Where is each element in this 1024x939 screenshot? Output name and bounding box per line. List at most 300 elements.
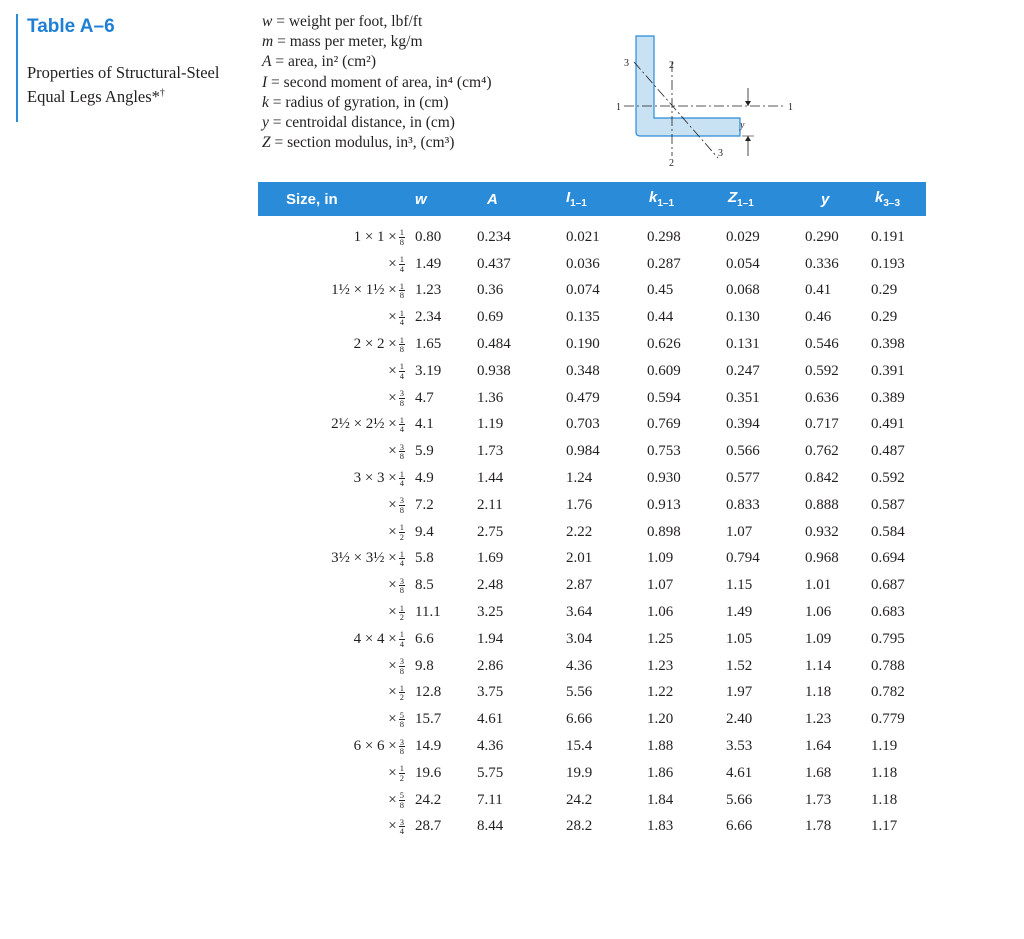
cell-w: 8.5 <box>415 577 434 594</box>
cell-size <box>258 706 405 733</box>
cell-size <box>258 680 405 707</box>
fraction-numerator: 1 <box>399 227 404 238</box>
table-row <box>258 492 926 519</box>
cell-i11: 5.56 <box>566 684 593 701</box>
diagram-label-3-top: 3 <box>624 58 629 69</box>
cell-area: 7.11 <box>477 791 503 808</box>
cell-size <box>258 304 405 331</box>
table-row <box>258 278 926 305</box>
cell-y: 0.636 <box>805 389 839 406</box>
legend-item <box>262 133 492 153</box>
size-lead: 3 × 3 × <box>353 470 397 486</box>
fraction-numerator: 3 <box>399 736 404 747</box>
size-lead: × <box>388 309 397 326</box>
legend-item <box>262 93 492 113</box>
cell-k11: 0.594 <box>647 389 681 406</box>
table-row <box>258 626 926 653</box>
fraction-numerator: 1 <box>399 414 404 425</box>
cell-size <box>258 733 405 760</box>
size-fraction <box>399 818 405 836</box>
cell-k11: 0.287 <box>647 255 681 272</box>
cell-k33: 1.17 <box>871 818 898 835</box>
fraction-numerator: 3 <box>399 388 404 399</box>
cell-k33: 0.584 <box>871 523 905 540</box>
fraction-numerator: 1 <box>399 548 404 559</box>
cell-size <box>258 216 405 251</box>
size-lead: × <box>388 764 397 781</box>
cell-size <box>258 385 405 412</box>
cell-z11: 1.05 <box>726 630 753 647</box>
cell-k11: 1.86 <box>647 764 674 781</box>
cell-area: 0.36 <box>477 282 504 299</box>
cell-area: 8.44 <box>477 818 504 835</box>
cell-k33: 0.694 <box>871 550 905 567</box>
cell-w: 1.23 <box>415 282 442 299</box>
size-fraction <box>399 684 405 702</box>
col-header-y <box>791 182 871 216</box>
cell-y: 0.888 <box>805 496 839 513</box>
cell-area: 0.938 <box>477 362 511 379</box>
cell-w: 1.65 <box>415 336 442 353</box>
size-fraction <box>399 630 405 648</box>
size-lead: × <box>388 818 397 835</box>
cell-k11: 1.20 <box>647 711 674 728</box>
cell-y: 0.717 <box>805 416 839 433</box>
cell-i11: 0.036 <box>566 255 600 272</box>
cell-size <box>258 492 405 519</box>
size-lead: 1 × 1 × <box>353 228 397 245</box>
fraction-denominator: 2 <box>399 692 404 703</box>
cell-k11: 0.753 <box>647 443 681 460</box>
cell-y: 1.09 <box>805 630 832 647</box>
cell-i11: 1.24 <box>566 470 593 487</box>
legend-text: = centroidal distance, in (cm) <box>268 114 455 132</box>
fraction-numerator: 1 <box>399 682 404 693</box>
fraction-denominator: 8 <box>399 585 404 596</box>
fraction-numerator: 1 <box>399 763 404 774</box>
fraction-numerator: 3 <box>399 441 404 452</box>
cell-area: 2.11 <box>477 496 503 513</box>
legend-symbol: Z <box>262 134 271 152</box>
cell-size <box>258 465 405 492</box>
cell-z11: 0.566 <box>726 443 760 460</box>
col-header-i11-sub: 1–1 <box>570 198 587 209</box>
cell-area: 1.36 <box>477 389 504 406</box>
size-lead: × <box>388 523 397 540</box>
legend-text: = area, in² (cm²) <box>271 53 376 71</box>
cell-w: 2.34 <box>415 309 442 326</box>
fraction-numerator: 1 <box>399 522 404 533</box>
cell-size <box>258 358 405 385</box>
cell-i11: 2.22 <box>566 523 593 540</box>
cell-size <box>258 278 405 305</box>
table-row <box>258 599 926 626</box>
cell-y: 1.78 <box>805 818 832 835</box>
legend-item <box>262 73 492 93</box>
table-title <box>27 61 227 109</box>
size-fraction <box>399 443 405 461</box>
cell-area: 3.75 <box>477 684 504 701</box>
fraction-numerator: 5 <box>399 709 404 720</box>
size-lead: × <box>388 255 397 272</box>
cell-k33: 1.19 <box>871 738 898 755</box>
size-fraction <box>399 550 405 568</box>
table-row <box>258 216 926 251</box>
table-row <box>258 814 926 841</box>
cell-y: 1.18 <box>805 684 832 701</box>
fraction-denominator: 4 <box>399 638 404 649</box>
cell-w: 28.7 <box>415 818 442 835</box>
cell-z11: 1.07 <box>726 523 753 540</box>
cell-z11: 0.068 <box>726 282 760 299</box>
legend-symbol: w <box>262 13 273 30</box>
y-arrow-up-icon <box>745 136 751 141</box>
size-lead: × <box>388 603 397 620</box>
fraction-denominator: 4 <box>399 558 404 569</box>
fraction-numerator: 5 <box>399 790 404 801</box>
cell-w: 9.4 <box>415 523 434 540</box>
col-header-k11-sub: 1–1 <box>657 198 675 209</box>
cell-w: 14.9 <box>415 738 442 755</box>
table-title-text: Properties of Structural-Steel Equal Legs Angles* <box>27 63 220 106</box>
cell-size <box>258 760 405 787</box>
size-fraction <box>399 336 405 354</box>
table-label: Table A–6 <box>27 16 115 37</box>
cell-w: 4.7 <box>415 389 434 406</box>
col-header-k11-symbol: k <box>649 189 658 206</box>
fraction-denominator: 4 <box>399 424 404 435</box>
cell-size <box>258 412 405 439</box>
size-fraction <box>399 791 405 809</box>
table-header-row <box>258 182 926 216</box>
cell-area: 2.48 <box>477 577 504 594</box>
y-arrow-down-icon <box>745 101 751 106</box>
size-fraction <box>399 604 405 622</box>
cell-area: 1.73 <box>477 443 504 460</box>
cell-k11: 0.930 <box>647 470 681 487</box>
size-lead: 2½ × 2½ × <box>331 416 397 433</box>
cell-i11: 0.703 <box>566 416 600 433</box>
fraction-numerator: 1 <box>399 280 404 291</box>
fraction-numerator: 1 <box>399 629 404 640</box>
col-header-w <box>405 182 467 216</box>
fraction-denominator: 8 <box>399 451 404 462</box>
cell-y: 1.14 <box>805 657 832 674</box>
col-header-area <box>467 182 552 216</box>
cell-w: 9.8 <box>415 657 434 674</box>
cell-i11: 0.984 <box>566 443 600 460</box>
cell-z11: 1.49 <box>726 604 753 621</box>
cell-k33: 0.487 <box>871 443 905 460</box>
size-fraction <box>399 228 405 246</box>
fraction-denominator: 8 <box>399 236 404 247</box>
fraction-denominator: 4 <box>399 317 404 328</box>
cell-z11: 0.351 <box>726 389 760 406</box>
size-fraction <box>399 416 405 434</box>
cell-w: 3.19 <box>415 362 442 379</box>
col-header-area-label: A <box>487 190 498 208</box>
cell-i11: 0.348 <box>566 362 600 379</box>
col-header-k11 <box>633 182 712 216</box>
diagram-label-y: y <box>740 120 745 131</box>
fraction-denominator: 2 <box>399 772 404 783</box>
cell-z11: 0.054 <box>726 255 760 272</box>
cell-i11: 15.4 <box>566 738 593 755</box>
cell-y: 0.336 <box>805 255 839 272</box>
cell-k11: 1.23 <box>647 657 674 674</box>
size-fraction <box>399 282 405 300</box>
cell-w: 7.2 <box>415 496 434 513</box>
cell-z11: 5.66 <box>726 791 753 808</box>
cell-i11: 4.36 <box>566 657 593 674</box>
cell-k11: 1.83 <box>647 818 674 835</box>
size-lead: × <box>388 711 397 728</box>
cell-k11: 0.44 <box>647 309 674 326</box>
diagram-label-2-top: 2 <box>669 60 674 71</box>
fraction-denominator: 4 <box>399 826 404 837</box>
cell-k33: 1.18 <box>871 764 898 781</box>
size-lead: × <box>388 684 397 701</box>
table-row <box>258 385 926 412</box>
cell-area: 0.484 <box>477 336 511 353</box>
cell-w: 4.9 <box>415 470 434 487</box>
cell-k11: 0.913 <box>647 496 681 513</box>
cell-k11: 1.25 <box>647 630 674 647</box>
col-header-i11 <box>552 182 633 216</box>
cell-z11: 3.53 <box>726 738 753 755</box>
cell-k33: 1.18 <box>871 791 898 808</box>
diagram-label-3-bottom: 3 <box>718 148 723 159</box>
cell-i11: 3.04 <box>566 630 593 647</box>
cell-i11: 0.135 <box>566 309 600 326</box>
table-row <box>258 465 926 492</box>
cell-i11: 2.01 <box>566 550 593 567</box>
cell-k33: 0.587 <box>871 496 905 513</box>
cell-z11: 1.15 <box>726 577 753 594</box>
cell-k33: 0.29 <box>871 309 898 326</box>
cell-size <box>258 626 405 653</box>
cell-w: 11.1 <box>415 604 441 621</box>
cell-z11: 0.130 <box>726 309 760 326</box>
cell-k33: 0.193 <box>871 255 905 272</box>
col-header-k33 <box>871 182 926 216</box>
cell-size <box>258 787 405 814</box>
sidebar-accent-rule <box>16 14 18 122</box>
col-header-w-label: w <box>415 190 427 208</box>
legend-text: = weight per foot, lbf/ft <box>272 13 423 30</box>
angle-properties-table <box>258 182 926 840</box>
size-lead: 6 × 6 × <box>353 737 397 754</box>
cell-k33: 0.391 <box>871 362 905 379</box>
cell-area: 4.36 <box>477 738 504 755</box>
legend-item <box>262 32 492 52</box>
legend-item <box>262 12 492 32</box>
size-lead: 1½ × 1½ × <box>331 282 397 299</box>
size-lead: 2 × 2 × <box>353 336 397 353</box>
cell-k33: 0.592 <box>871 470 905 487</box>
cell-area: 4.61 <box>477 711 504 728</box>
size-lead: × <box>388 443 397 460</box>
table-body <box>258 216 926 840</box>
cell-k33: 0.782 <box>871 684 905 701</box>
diagram-label-2-bottom: 2 <box>669 158 674 169</box>
cell-k11: 1.07 <box>647 577 674 594</box>
cell-i11: 19.9 <box>566 764 593 781</box>
col-header-k33-sub: 3–3 <box>883 198 901 209</box>
cell-y: 1.68 <box>805 764 832 781</box>
cell-size <box>258 331 405 358</box>
size-fraction <box>399 657 405 675</box>
col-header-z11-sub: 1–1 <box>737 198 754 209</box>
size-fraction <box>399 738 405 756</box>
table-row <box>258 706 926 733</box>
cell-k11: 1.22 <box>647 684 674 701</box>
size-fraction <box>399 523 405 541</box>
cell-i11: 6.66 <box>566 711 593 728</box>
cell-k33: 0.779 <box>871 711 905 728</box>
cell-w: 24.2 <box>415 791 442 808</box>
cell-i11: 28.2 <box>566 818 593 835</box>
fraction-numerator: 1 <box>399 602 404 613</box>
cell-w: 5.8 <box>415 550 434 567</box>
cell-k33: 0.398 <box>871 336 905 353</box>
cell-k33: 0.29 <box>871 282 898 299</box>
fraction-denominator: 8 <box>399 397 404 408</box>
size-fraction <box>399 764 405 782</box>
cell-i11: 0.479 <box>566 389 600 406</box>
cell-size <box>258 251 405 278</box>
cell-k11: 0.298 <box>647 228 681 245</box>
cell-area: 0.69 <box>477 309 504 326</box>
cell-area: 2.75 <box>477 523 504 540</box>
fraction-numerator: 1 <box>399 468 404 479</box>
cell-i11: 1.76 <box>566 496 593 513</box>
fraction-denominator: 2 <box>399 612 404 623</box>
table-row <box>258 412 926 439</box>
fraction-denominator: 4 <box>399 263 404 274</box>
size-lead: 3½ × 3½ × <box>331 550 397 567</box>
legend-symbol: I <box>262 73 268 91</box>
cell-size <box>258 438 405 465</box>
cell-z11: 6.66 <box>726 818 753 835</box>
cell-k11: 0.609 <box>647 362 681 379</box>
cell-w: 12.8 <box>415 684 442 701</box>
size-fraction <box>399 362 405 380</box>
table-row <box>258 304 926 331</box>
title-footnote-marks: † <box>159 87 165 99</box>
table-row <box>258 358 926 385</box>
cell-area: 0.234 <box>477 228 511 245</box>
cell-z11: 0.029 <box>726 228 760 245</box>
cell-y: 0.968 <box>805 550 839 567</box>
cell-i11: 0.021 <box>566 228 600 245</box>
cell-k33: 0.788 <box>871 657 905 674</box>
cell-y: 0.842 <box>805 470 839 487</box>
cell-i11: 24.2 <box>566 791 593 808</box>
cell-area: 0.437 <box>477 255 511 272</box>
size-fraction <box>399 496 405 514</box>
table-row <box>258 251 926 278</box>
fraction-denominator: 4 <box>399 370 404 381</box>
legend-item <box>262 113 492 133</box>
cell-k11: 0.898 <box>647 523 681 540</box>
col-header-y-label: y <box>821 190 830 208</box>
cell-w: 15.7 <box>415 711 442 728</box>
cell-y: 0.932 <box>805 523 839 540</box>
cell-y: 1.64 <box>805 738 832 755</box>
fraction-numerator: 3 <box>399 816 404 827</box>
symbol-legend <box>262 12 492 153</box>
fraction-numerator: 1 <box>399 307 404 318</box>
cell-z11: 0.131 <box>726 336 760 353</box>
cell-z11: 0.247 <box>726 362 760 379</box>
cell-w: 19.6 <box>415 764 442 781</box>
size-fraction <box>399 389 405 407</box>
size-lead: × <box>388 389 397 406</box>
cell-y: 1.06 <box>805 604 832 621</box>
cell-k11: 1.06 <box>647 604 674 621</box>
cell-y: 1.23 <box>805 711 832 728</box>
cell-z11: 0.394 <box>726 416 760 433</box>
cell-z11: 0.833 <box>726 496 760 513</box>
cell-w: 0.80 <box>415 228 442 245</box>
cell-area: 1.44 <box>477 470 504 487</box>
table-row <box>258 680 926 707</box>
cell-z11: 1.52 <box>726 657 753 674</box>
cell-k33: 0.683 <box>871 604 905 621</box>
fraction-numerator: 3 <box>399 495 404 506</box>
cell-i11: 0.074 <box>566 282 600 299</box>
cell-z11: 0.794 <box>726 550 760 567</box>
table-row <box>258 787 926 814</box>
cell-area: 1.94 <box>477 630 504 647</box>
table-row <box>258 519 926 546</box>
col-header-size: Size, in <box>258 182 405 216</box>
cell-size <box>258 519 405 546</box>
cell-area: 5.75 <box>477 764 504 781</box>
col-header-z11-symbol: Z <box>728 189 738 206</box>
cell-area: 3.25 <box>477 604 504 621</box>
cell-z11: 1.97 <box>726 684 753 701</box>
cell-z11: 0.577 <box>726 470 760 487</box>
cell-i11: 3.64 <box>566 604 593 621</box>
cell-k33: 0.389 <box>871 389 905 406</box>
legend-text: = second moment of area, in⁴ (cm⁴) <box>267 73 492 91</box>
legend-symbol: m <box>262 33 274 51</box>
fraction-denominator: 8 <box>399 719 404 730</box>
cell-y: 1.01 <box>805 577 832 594</box>
legend-symbol: y <box>262 114 269 132</box>
fraction-numerator: 3 <box>399 575 404 586</box>
legend-item <box>262 52 492 72</box>
fraction-denominator: 2 <box>399 531 404 542</box>
cell-y: 0.592 <box>805 362 839 379</box>
cell-area: 2.86 <box>477 657 504 674</box>
size-lead: × <box>388 496 397 513</box>
cell-i11: 2.87 <box>566 577 593 594</box>
fraction-numerator: 1 <box>399 254 404 265</box>
col-header-z11 <box>712 182 791 216</box>
cell-y: 0.41 <box>805 282 832 299</box>
size-lead: × <box>388 791 397 808</box>
cell-w: 4.1 <box>415 416 434 433</box>
cell-k11: 0.45 <box>647 282 674 299</box>
fraction-denominator: 4 <box>399 478 404 489</box>
fraction-denominator: 8 <box>399 665 404 676</box>
diagram-label-1-right: 1 <box>788 102 793 113</box>
col-header-k33-symbol: k <box>875 189 884 206</box>
diagram-label-1-left: 1 <box>616 102 621 113</box>
